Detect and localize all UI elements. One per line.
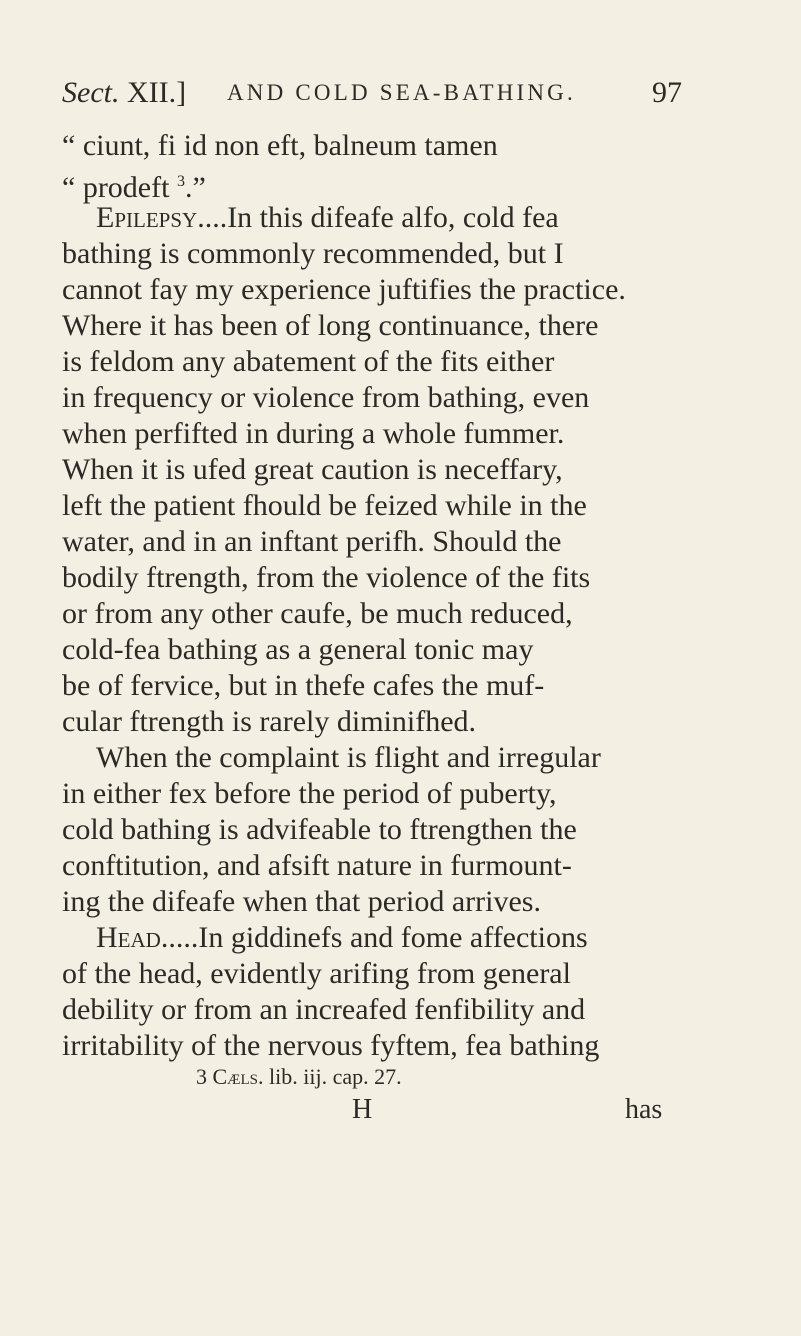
text-line: ing the difeafe when that period arrives. [62, 885, 541, 918]
section-label: Sect. XII.] [62, 76, 187, 109]
paragraph-heading: Head [96, 921, 161, 954]
footnote-marker: 3 [176, 173, 185, 190]
text-line: bodily ftrength, from the violence of the fits [62, 561, 591, 594]
text-line: in frequency or violence from bathing, even [62, 381, 590, 414]
text-line: Where it has been of long continuance, there [62, 309, 599, 342]
text-line: conftitution, and afsift nature in furmount- [62, 849, 572, 882]
footnote: 3 Cæls. lib. iij. cap. 27. [196, 1064, 402, 1089]
text-line: irritability of the nervous fyftem, fea bathing [62, 1029, 600, 1062]
running-header [62, 76, 682, 116]
paragraph-heading: Epilepsy [96, 201, 198, 234]
text-line: “ prodeft $^3$.” [62, 171, 206, 204]
text-line: debility or from an increafed fenfibility and [62, 993, 586, 1026]
page-number: 97 [652, 76, 682, 109]
text-line: cular ftrength is rarely diminifhed. [62, 705, 477, 738]
running-title: AND COLD SEA-BATHING. [227, 80, 576, 105]
text-line: When the complaint is flight and irregular [96, 741, 601, 774]
text-line: bathing is commonly recommended, but I [62, 237, 564, 270]
text-line: “ ciunt, fi id non eft, balneum tamen [62, 129, 498, 162]
signature-mark: H [352, 1094, 373, 1125]
text-line: cold bathing is advifeable to ftrengthen the [62, 813, 577, 846]
epilepsy-paragraph-start: Epilepsy....In this difeafe alfo, cold fea [96, 201, 559, 234]
text-line: or from any other caufe, be much reduced, [62, 597, 573, 630]
text-line: in either fex before the period of puberty, [62, 777, 557, 810]
text-line: cold-fea bathing as a general tonic may [62, 633, 534, 666]
text-line: is feldom any abatement of the fits either [62, 345, 555, 378]
text-line: water, and in an inftant perifh. Should the [62, 525, 562, 558]
text-line: cannot fay my experience juftifies the practice. [62, 273, 626, 306]
catchword: has [625, 1094, 663, 1125]
text-line: of the head, evidently arifing from general [62, 957, 571, 990]
text-line: When it is ufed great caution is neceffary, [62, 453, 563, 486]
text-line: when perfifted in during a whole fummer. [62, 417, 565, 450]
text-line: left the patient fhould be feized while in the [62, 489, 587, 522]
head-paragraph-start: Head.....In giddinefs and fome affections [96, 921, 588, 954]
text-line: be of fervice, but in thefe cafes the muf- [62, 669, 545, 702]
